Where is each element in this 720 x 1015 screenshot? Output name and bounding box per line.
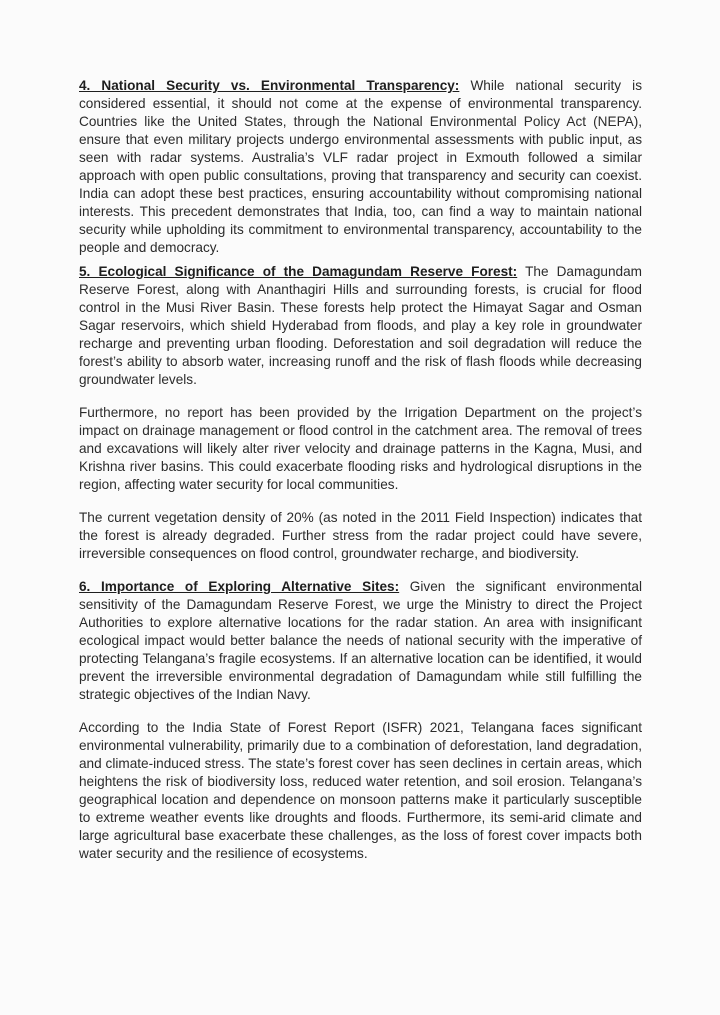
- paragraph-text: The current vegetation density of 20% (as noted in the 2011 Field Inspection) indicates that the forest is already degraded. Further stress from the radar project could have severe, irreversible consequences on flood control, groundwater recharge, and biodiversity.: [79, 510, 642, 561]
- paragraph-gap: [79, 704, 642, 719]
- section-ecological-significance: [79, 263, 642, 389]
- section-alternative-sites: [79, 578, 642, 704]
- paragraph-drainage-impact: [79, 404, 642, 494]
- section-national-security: [79, 77, 642, 257]
- paragraph-vegetation-density: [79, 509, 642, 563]
- section-heading: 4. National Security vs. Environmental Transparency:: [79, 78, 460, 93]
- paragraph-gap: [79, 563, 642, 578]
- section-heading: 6. Importance of Exploring Alternative Sites:: [79, 579, 400, 594]
- paragraph-isfr-report: [79, 719, 642, 863]
- paragraph-gap: [79, 494, 642, 509]
- document-page: [79, 77, 642, 863]
- paragraph-text: Furthermore, no report has been provided by the Irrigation Department on the project’s impact on drainage management or flood control in the catchment area. The removal of trees and excavations will likely alter river velocity and drainage patterns in the Kagna, Musi, and Krishna river basins. This could exacerbate flooding risks and hydrological disruptions in the region, affecting water security for local communities.: [79, 405, 642, 492]
- paragraph-text: While national security is considered essential, it should not come at the expense of environmental transparency. Countries like the United States, through the National Environmental Policy Act (NEPA), ensure that even military projects undergo environmental assessments with public input, as seen with radar systems. Australia’s VLF radar project in Exmouth followed a similar approach with open public consultations, proving that transparency and security can coexist. India can adopt these best practices, ensuring accountability without compromising national interests. This precedent demonstrates that India, too, can find a way to maintain national security while upholding its commitment to environmental transparency, accountability to the people and democracy.: [79, 78, 642, 255]
- paragraph-text: Given the significant environmental sensitivity of the Damagundam Reserve Forest, we urge the Ministry to direct the Project Authorities to explore alternative locations for the radar station. An area with insignificant ecological impact would better balance the needs of national security with the imperative of protecting Telangana’s fragile ecosystems. If an alternative location can be identified, it would prevent the irreversible environmental degradation of Damagundam while still fulfilling the strategic objectives of the Indian Navy.: [79, 579, 642, 702]
- section-heading: 5. Ecological Significance of the Damagundam Reserve Forest:: [79, 264, 518, 279]
- paragraph-text: The Damagundam Reserve Forest, along with Ananthagiri Hills and surrounding forests, is crucial for flood control in the Musi River Basin. These forests help protect the Himayat Sagar and Osman Sagar reservoirs, which shield Hyderabad from floods, and play a key role in groundwater recharge and preventing urban flooding. Deforestation and soil degradation will reduce the forest’s ability to absorb water, increasing runoff and the risk of flash floods while decreasing groundwater levels.: [79, 264, 642, 387]
- paragraph-gap: [79, 389, 642, 404]
- paragraph-text: According to the India State of Forest Report (ISFR) 2021, Telangana faces significant environmental vulnerability, primarily due to a combination of deforestation, land degradation, and climate-induced stress. The state’s forest cover has seen declines in certain areas, which heightens the risk of biodiversity loss, reduced water retention, and soil erosion. Telangana’s geographical location and dependence on monsoon patterns make it particularly susceptible to extreme weather events like droughts and floods. Furthermore, its semi-arid climate and large agricultural base exacerbate these challenges, as the loss of forest cover impacts both water security and the resilience of ecosystems.: [79, 720, 642, 861]
